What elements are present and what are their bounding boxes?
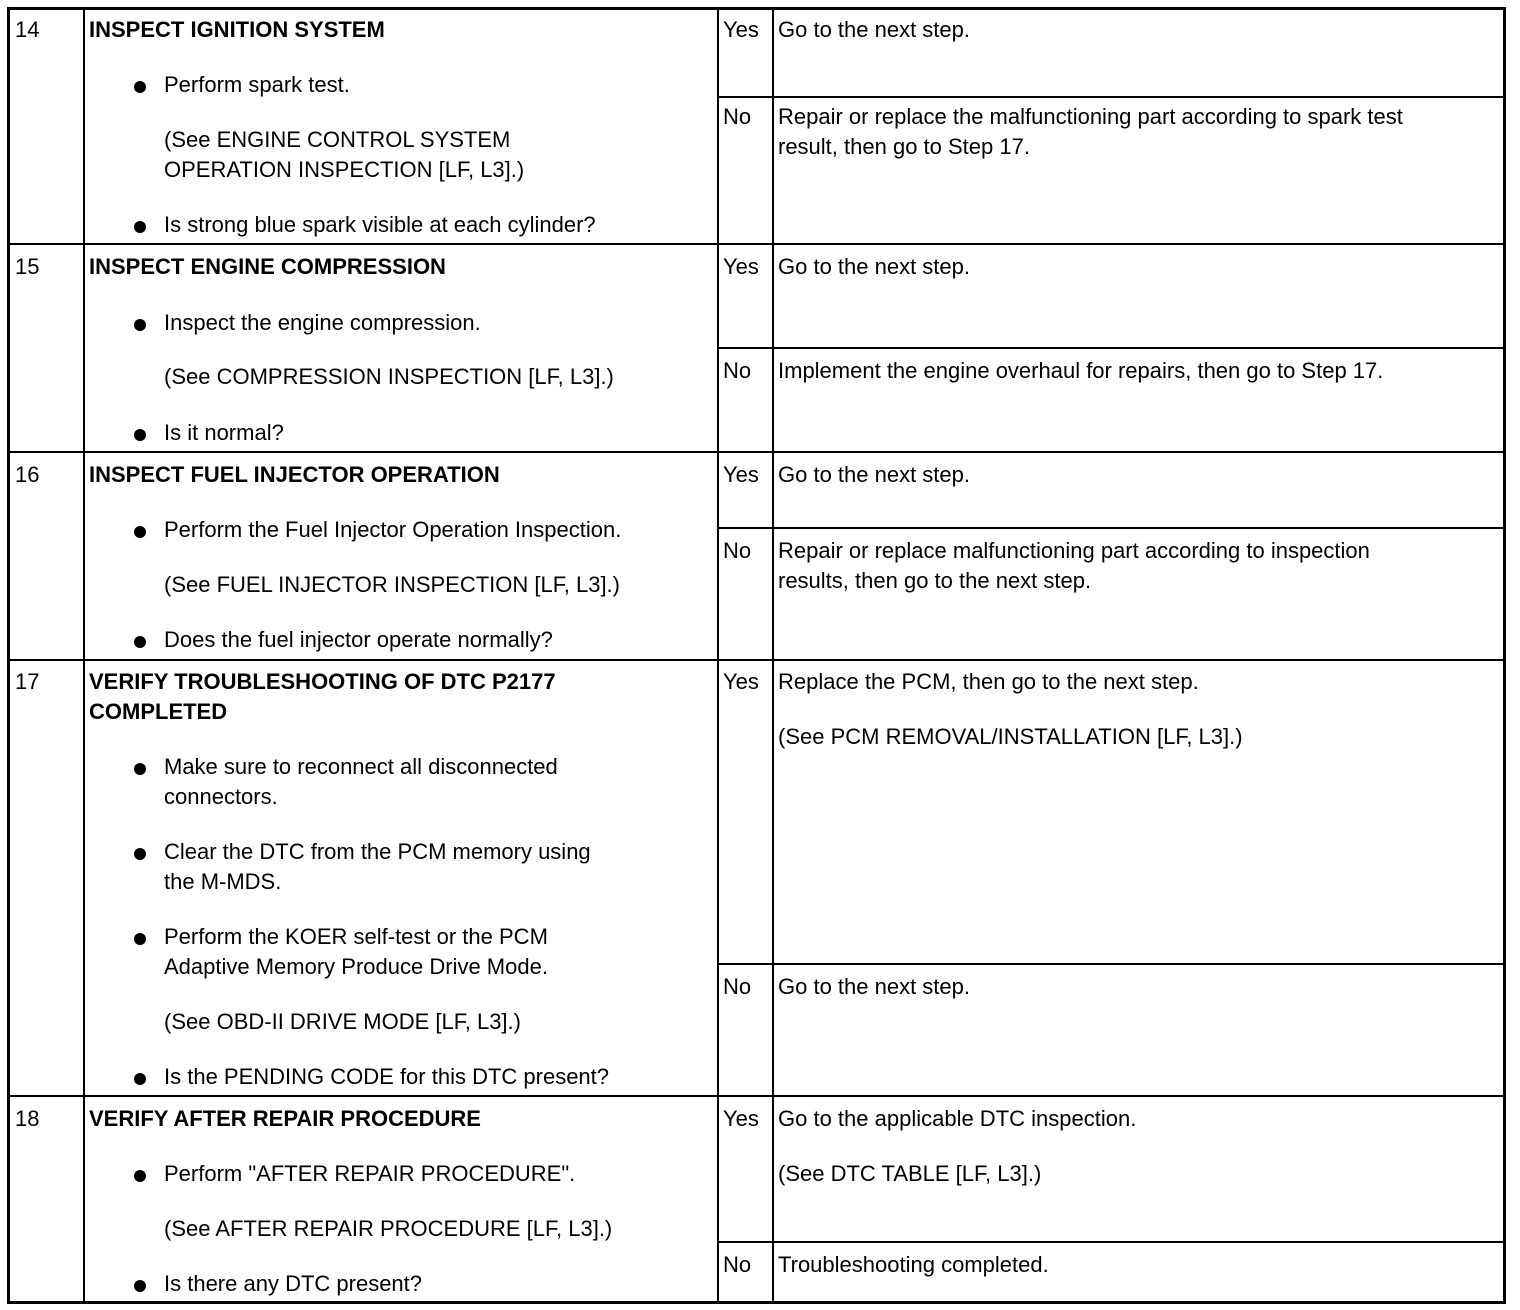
bullet-icon	[134, 636, 146, 648]
bullet-icon	[134, 1073, 146, 1085]
reference-text: (See FUEL INJECTOR INSPECTION [LF, L3].)	[164, 572, 620, 597]
bullet-icon	[134, 81, 146, 93]
yes-label: Yes	[723, 669, 759, 694]
yes-result: Go to the applicable DTC inspection.	[778, 1106, 1137, 1131]
step-title: VERIFY AFTER REPAIR PROCEDURE	[89, 1106, 481, 1131]
bullet-icon	[134, 1170, 146, 1182]
action-item: Adaptive Memory Produce Drive Mode.	[164, 954, 548, 979]
action-item: Perform the KOER self-test or the PCM	[164, 924, 548, 949]
reference-text: (See OBD-II DRIVE MODE [LF, L3].)	[164, 1009, 521, 1034]
yes-no-divider	[717, 527, 1503, 529]
no-result: Troubleshooting completed.	[778, 1252, 1049, 1277]
action-item: connectors.	[164, 784, 278, 809]
yes-label: Yes	[723, 254, 759, 279]
reference-text: (See ENGINE CONTROL SYSTEM	[164, 127, 511, 152]
no-label: No	[723, 974, 752, 999]
step-title: INSPECT FUEL INJECTOR OPERATION	[89, 462, 500, 487]
action-item: Perform the Fuel Injector Operation Inspection.	[164, 517, 622, 542]
reference-text: (See PCM REMOVAL/INSTALLATION [LF, L3].)	[778, 724, 1243, 749]
yes-result: Go to the next step.	[778, 17, 971, 42]
yes-no-divider	[717, 963, 1503, 965]
bullet-icon	[134, 429, 146, 441]
action-item: the M-MDS.	[164, 869, 282, 894]
no-label: No	[723, 1252, 752, 1277]
column-divider-step	[83, 10, 85, 1301]
bullet-icon	[134, 848, 146, 860]
yes-label: Yes	[723, 462, 759, 487]
step-title: COMPLETED	[89, 699, 228, 724]
bullet-icon	[134, 763, 146, 775]
step-number: 15	[15, 254, 40, 279]
yes-label: Yes	[723, 1106, 759, 1131]
no-label: No	[723, 358, 752, 383]
row-divider	[10, 1095, 1503, 1097]
reference-text: (See DTC TABLE [LF, L3].)	[778, 1161, 1042, 1186]
row-divider	[10, 451, 1503, 453]
reference-text: OPERATION INSPECTION [LF, L3].)	[164, 157, 525, 182]
step-number: 17	[15, 669, 40, 694]
yes-result: Go to the next step.	[778, 254, 971, 279]
question-text: Is there any DTC present?	[164, 1271, 423, 1296]
step-number: 14	[15, 17, 40, 42]
row-divider	[10, 659, 1503, 661]
question-text: Does the fuel injector operate normally?	[164, 627, 553, 652]
action-item: Inspect the engine compression.	[164, 310, 481, 335]
yes-result: Go to the next step.	[778, 462, 971, 487]
row-divider	[10, 243, 1503, 245]
no-result: Repair or replace malfunctioning part according to inspection	[778, 538, 1370, 563]
step-title: INSPECT ENGINE COMPRESSION	[89, 254, 446, 279]
no-label: No	[723, 104, 752, 129]
step-number: 16	[15, 462, 40, 487]
no-result: Implement the engine overhaul for repairs, then go to Step 17.	[778, 358, 1384, 383]
column-divider-action	[717, 10, 719, 1301]
step-title: VERIFY TROUBLESHOOTING OF DTC P2177	[89, 669, 556, 694]
step-number: 18	[15, 1106, 40, 1131]
action-item: Make sure to reconnect all disconnected	[164, 754, 558, 779]
action-item: Clear the DTC from the PCM memory using	[164, 839, 591, 864]
yes-no-divider	[717, 347, 1503, 349]
question-text: Is strong blue spark visible at each cylinder?	[164, 212, 596, 237]
column-divider-result	[772, 10, 774, 1301]
action-item: Perform "AFTER REPAIR PROCEDURE".	[164, 1161, 576, 1186]
yes-label: Yes	[723, 17, 759, 42]
bullet-icon	[134, 933, 146, 945]
bullet-icon	[134, 319, 146, 331]
reference-text: (See COMPRESSION INSPECTION [LF, L3].)	[164, 364, 614, 389]
question-text: Is it normal?	[164, 420, 284, 445]
no-label: No	[723, 538, 752, 563]
troubleshooting-table	[7, 7, 1506, 1304]
yes-result: Replace the PCM, then go to the next step.	[778, 669, 1199, 694]
no-result: Go to the next step.	[778, 974, 971, 999]
question-text: Is the PENDING CODE for this DTC present?	[164, 1064, 610, 1089]
step-title: INSPECT IGNITION SYSTEM	[89, 17, 385, 42]
no-result: results, then go to the next step.	[778, 568, 1092, 593]
bullet-icon	[134, 1280, 146, 1292]
bullet-icon	[134, 526, 146, 538]
yes-no-divider	[717, 96, 1503, 98]
no-result: result, then go to Step 17.	[778, 134, 1030, 159]
bullet-icon	[134, 221, 146, 233]
action-item: Perform spark test.	[164, 72, 350, 97]
no-result: Repair or replace the malfunctioning part according to spark test	[778, 104, 1403, 129]
reference-text: (See AFTER REPAIR PROCEDURE [LF, L3].)	[164, 1216, 613, 1241]
yes-no-divider	[717, 1241, 1503, 1243]
